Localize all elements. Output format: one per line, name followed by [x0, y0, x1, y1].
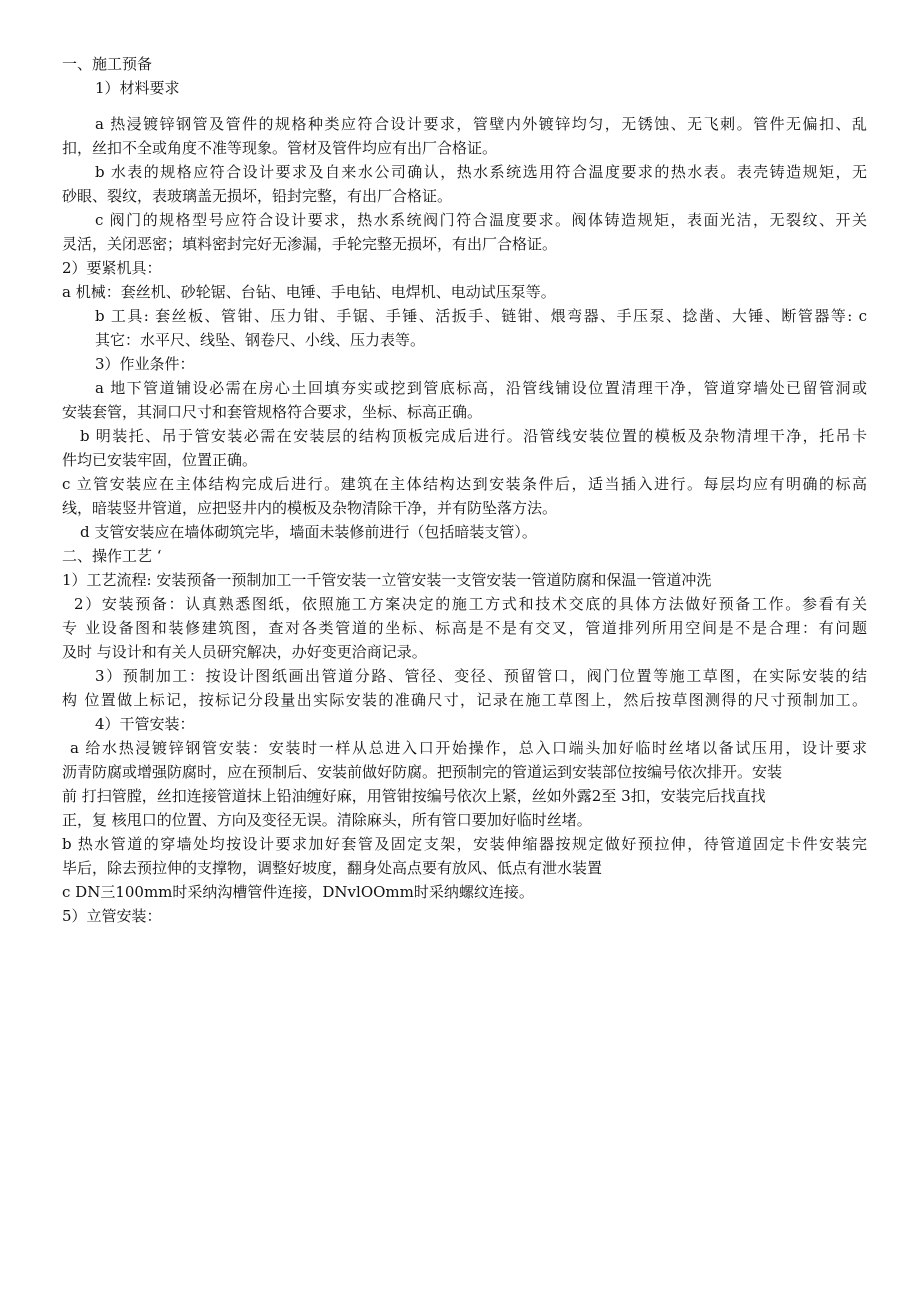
document-body [62, 52, 867, 928]
paragraph-line: 沥青防腐或增强防腐时，应在预制后、安装前做好防腐。把预制完的管道运到安装部位按编号依次排开。安装 [62, 763, 783, 781]
section-heading: 二、操作工艺 ‘ [62, 547, 162, 565]
paragraph-line: 灵活，关闭恶密；填料密封完好无渗漏，手轮完整无损坏，有出厂合格证。 [62, 235, 558, 253]
paragraph-line: 1）工艺流程: 安装预备一预制加工一千管安装一立管安装一支管安装一管道防腐和保温一管道冲洗 [62, 571, 712, 589]
paragraph-line: c 立管安装应在主体结构完成后进行。建筑在主体结构达到安装条件后，适当插入进行。每层均应有明确的标高 [62, 475, 867, 493]
paragraph-line: a 地下管道铺设必需在房心土回填夯实或挖到管底标高，沿管线铺设位置清理干净，管道穿墙处已留管洞或 [95, 379, 867, 397]
subsection-heading: 3）作业条件： [95, 355, 195, 373]
paragraph-line: b 水表的规格应符合设计要求及自来水公司确认，热水系统选用符合温度要求的热水表。表壳铸造规矩，无 [95, 163, 867, 181]
subsection-heading: 4）干管安装： [95, 715, 195, 733]
paragraph-line: 构 位置做上标记，按标记分段量出实际安装的准确尺寸，记录在施工草图上，然后按草图测得的尺寸预制加工。 [62, 691, 867, 709]
paragraph-line: a 热浸镀锌钢管及管件的规格种类应符合设计要求，管壁内外镀锌均匀，无锈蚀、无飞刺。管件无偏扣、乱 [95, 115, 867, 133]
paragraph-line: 砂眼、裂纹，表玻璃盖无损坏，铅封完整，有出厂合格证。 [62, 187, 453, 205]
paragraph-line: b 热水管道的穿墙处均按设计要求加好套管及固定支架，安装伸缩器按规定做好预拉伸，待管道固定卡件安装完 [62, 835, 867, 853]
paragraph-line: c 阀门的规格型号应符合设计要求，热水系统阀门符合温度要求。阀体铸造规矩，表面光洁，无裂纹、开关 [95, 211, 867, 229]
subsection-heading: 5）立管安装： [62, 907, 162, 925]
paragraph-line: b 明装托、吊于管安装必需在安装层的结构顶板完成后进行。沿管线安装位置的模板及杂物清埋干净，托吊卡 [80, 427, 867, 445]
paragraph-line: a 给水热浸镀锌钢管安装：安装时一样从总进入口开始操作，总入口端头加好临时丝堵以备试压用，设计要求 [70, 739, 867, 757]
paragraph-line: 其它：水平尺、线坠、钢卷尺、小线、压力表等。 [95, 331, 426, 349]
paragraph-line: 正，复 核甩口的位置、方向及变径无误。清除麻头，所有管口要加好临时丝堵。 [62, 811, 592, 829]
paragraph-line: c DN三100mm时采纳沟槽管件连接，DNvlOOmm时采纳螺纹连接。 [62, 883, 534, 901]
section-heading: 一、施工预备 [62, 55, 153, 73]
paragraph-line: a 机械：套丝机、砂轮锯、台钻、电锤、手电钻、电焊机、电动试压泵等。 [62, 283, 556, 301]
subsection-heading: 1）材料要求 [95, 79, 180, 97]
subsection-heading: 2）要紧机具： [62, 259, 162, 277]
paragraph-line: 件均已安装牢固，位置正确。 [62, 451, 258, 469]
paragraph-line: 3）预制加工：按设计图纸画出管道分路、管径、变径、预留管口，阀门位置等施工草图，在实际安装的结 [95, 667, 867, 685]
paragraph-line: 毕后，除去预拉伸的支撑物，调整好坡度，翻身处高点要有放风、低点有泄水装置 [62, 859, 603, 877]
paragraph-line: 2）安装预备：认真熟悉图纸，依照施工方案决定的施工方式和技术交底的具体方法做好预备工作。参看有关 [74, 595, 867, 613]
paragraph-line: 扣，丝扣不全或角度不准等现象。管材及管件均应有出厂合格证。 [62, 139, 498, 157]
paragraph-line: b 工具: 套丝板、管钳、压力钳、手锯、手锤、活扳手、链钳、煨弯器、手压泵、捻凿、大锤、断管器等: c [95, 307, 867, 325]
paragraph-line: 安装套管，其洞口尺寸和套管规格符合要求，坐标、标高正确。 [62, 403, 483, 421]
paragraph-line: 专 业设备图和装修建筑图，查对各类管道的坐标、标高是不是有交叉，管道排列所用空间是不是合理：有问题 [62, 619, 867, 637]
paragraph-line: 线，暗装竖井管道，应把竖井内的模板及杂物清除干净，并有防坠落方法。 [62, 499, 558, 517]
paragraph-line: d 支管安装应在墙体砌筑完毕，墙面未装修前进行（包括暗装支管）。 [80, 523, 537, 541]
paragraph-line: 前 打扫管膛，丝扣连接管道抹上铅油缠好麻，用管钳按编号依次上紧，丝如外露2至 3扣，安装完后找直找 [62, 787, 766, 805]
paragraph-line: 及时 与设计和有关人员研究解决，办好变更洽商记录。 [62, 643, 427, 661]
